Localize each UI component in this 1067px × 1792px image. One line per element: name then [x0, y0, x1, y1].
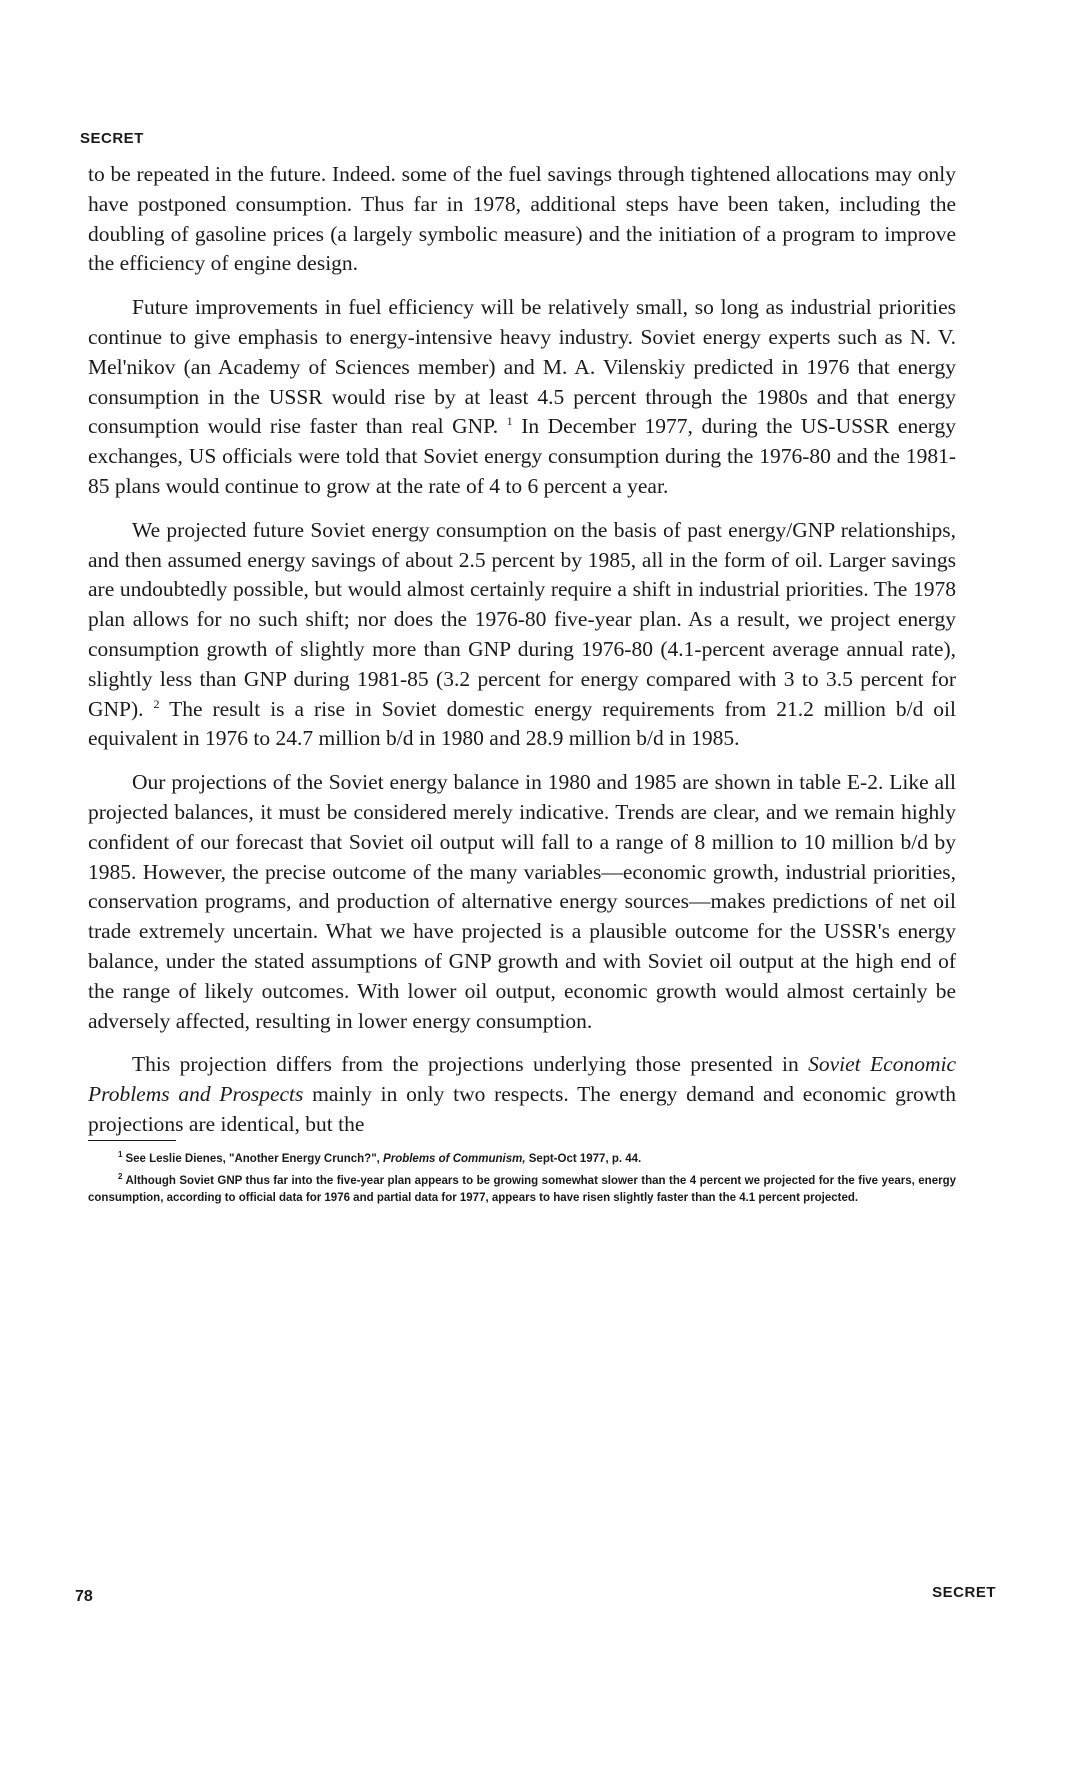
paragraph-5-text-b: mainly in only two respects. The energy demand and economic growth projections are identical, but the [88, 1082, 957, 1136]
paragraph-2-text-b: In December 1977, during the US-USSR energy exchanges, US officials were told that Soviet energy consumption during the 1976-80 and the 1981-85 plans would continue to grow at the rate of 4 to 6 percent a year. [88, 414, 957, 498]
footnote-1-text-a: See Leslie Dienes, "Another Energy Crunch?", [125, 1152, 380, 1165]
footnote-1-journal: Problems of Communism, [383, 1152, 526, 1165]
footnote-1 [88, 1151, 956, 1168]
footnote-2-text: Although Soviet GNP thus far into the five-year plan appears to be growing somewhat slower than the 4 percent we projected for the five years, energy consumption, according to official data for 1976 and partial data for 1977, appears to have risen slightly faster than the 4.1 percent projected. [88, 1175, 956, 1204]
paragraph-4-text: Our projections of the Soviet energy balance in 1980 and 1985 are shown in table E-2. Like all projected balances, it must be considered merely indicative. Trends are clear, and we remain highly confident of our forecast that Soviet oil output will fall to a range of 8 million to 10 million b/d by 1985. However, the precise outcome of the many variables—economic growth, industrial priorities, conservation programs, and production of alternative energy sources—makes predictions of net oil trade extremely uncertain. What we have projected is a plausible outcome for the USSR's energy balance, under the stated assumptions of GNP growth and with Soviet oil output at the high end of the range of likely outcomes. With lower oil output, economic growth would almost certainly be adversely affected, resulting in lower energy consumption. [88, 770, 956, 1033]
footnote-ref-2: 2 [153, 696, 160, 711]
paragraph-5-text-a: This projection differs from the projections underlying those presented in [132, 1052, 799, 1077]
paragraph-2 [88, 293, 956, 502]
page-number: 78 [75, 1588, 93, 1605]
paragraph-2-text-a: Future improvements in fuel efficiency will be relatively small, so long as industrial priorities continue to give emphasis to energy-intensive heavy industry. Soviet energy experts such as N. V. Mel'nikov (an Academy of Sciences member) and M. A. Vilenskiy predicted in 1976 that energy consumption in the USSR would rise by at least 4.5 percent through the 1980s and that energy consumption would rise faster than real GNP. [88, 295, 956, 439]
paragraph-1-text: to be repeated in the future. Indeed. some of the fuel savings through tightened allocations may only have postponed consumption. Thus far in 1978, additional steps have been taken, including the doubling of gasoline prices (a largely symbolic measure) and the initiation of a program to improve the efficiency of engine design. [88, 162, 956, 276]
paragraph-5 [88, 1050, 956, 1139]
classification-footer: SECRET [932, 1584, 996, 1601]
body-text [88, 160, 956, 1212]
footnote-2 [88, 1173, 956, 1206]
footnote-1-text-b: Sept-Oct 1977, p. 44. [528, 1152, 642, 1165]
footnote-divider [88, 1140, 176, 1141]
paragraph-3 [88, 516, 956, 754]
footnote-ref-1: 1 [506, 414, 513, 429]
paragraph-4 [88, 768, 956, 1036]
footnote-2-marker: 2 [118, 1172, 123, 1182]
publication-title: Soviet Economic Problems and Prospects [88, 1052, 957, 1107]
classification-header: SECRET [80, 130, 144, 147]
paragraph-3-text-b: The result is a rise in Soviet domestic energy requirements from 21.2 million b/d oil equivalent in 1976 to 24.7 million b/d in 1980 and 28.9 million b/d in 1985. [88, 696, 956, 751]
paragraph-1 [88, 160, 956, 279]
footnote-1-marker: 1 [118, 1149, 123, 1159]
paragraph-3-text-a: We projected future Soviet energy consumption on the basis of past energy/GNP relationships, and then assumed energy savings of about 2.5 percent by 1985, all in the form of oil. Larger savings are undoubtedly possible, but would almost certainly require a shift in industrial priorities. The 1978 plan allows for no such shift; nor does the 1976-80 five-year plan. As a result, we project energy consumption growth of slightly more than GNP during 1976-80 (4.1-percent average annual rate), slightly less than GNP during 1981-85 (3.2 percent for energy compared with 3 to 3.5 percent for GNP). [88, 517, 956, 721]
